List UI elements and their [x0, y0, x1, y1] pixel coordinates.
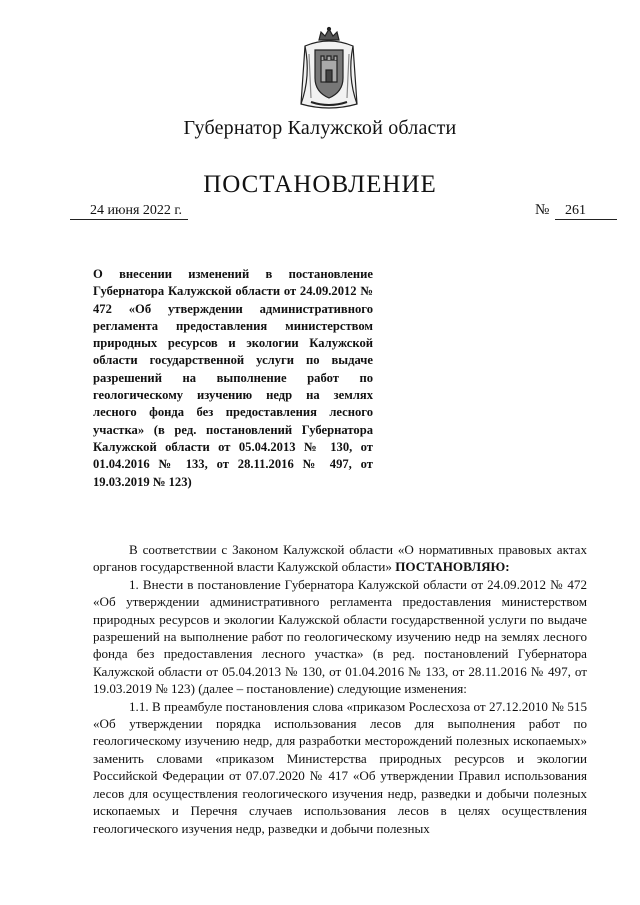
document-number-label: №: [535, 202, 550, 218]
item-1-paragraph: 1. Внести в постановление Губернатора Калужской области от 24.09.2012 № 472 «Об утверждении административного регламента предоставления министерством природных ресурсов и экологии Калужской области государственной услуги по выдаче разрешений на выполнение работ по геологическому изучению недр на землях лесного фонда без предоставления лесного участка» (в ред. постановлений Губернатора Калужской области от 05.04.2013 № 130, от 01.04.2016 № 133, от 28.11.2016 № 497, от 19.03.2019 № 123) (далее – постановление) следующие изменения:: [93, 576, 587, 697]
preamble-text: В соответствии с Законом Калужской области «О нормативных правовых актах органов государственной власти Калужской области»: [93, 542, 587, 575]
document-date: 24 июня 2022 г.: [70, 203, 188, 220]
coat-of-arms-emblem: [297, 26, 361, 112]
issuing-authority: Губернатор Калужской области: [183, 117, 457, 139]
preamble-paragraph: [93, 541, 587, 576]
document-type-heading: ПОСТАНОВЛЕНИЕ: [203, 171, 437, 198]
document-body: [93, 541, 587, 837]
item-1-1-paragraph: 1.1. В преамбуле постановления слова «приказом Рослесхоза от 27.12.2010 № 515 «Об утверждении порядка использования лесов для выполнения работ по геологическому изучению недр, для разработки месторождений полезных ископаемых» заменить словами «приказом Министерства природных ресурсов и экологии Российской Федерации от 07.07.2020 № 417 «Об утверждении Правил использования лесов для осуществления геологического изучения недр, разведки и добычи полезных ископаемых и Перечня случаев использования лесов в целях осуществления геологического изучения недр, разведки и добычи полезных: [93, 698, 587, 836]
decree-word: ПОСТАНОВЛЯЮ:: [395, 559, 510, 575]
document-title: О внесении изменений в постановление Губернатора Калужской области от 24.09.2012 № 472 «Об утверждении административного регламента предоставления министерством природных ресурсов и экологии Калужской области государственной услуги по выдаче разрешений на выполнение работ по геологическому изучению недр на землях лесного фонда без предоставления лесного участка» (в ред. постановлений Губернатора Калужской области от 05.04.2013 № 130, от 01.04.2016 № 133, от 28.11.2016 № 497, от 19.03.2019 № 123): [93, 267, 373, 489]
document-number: 261: [555, 203, 617, 220]
